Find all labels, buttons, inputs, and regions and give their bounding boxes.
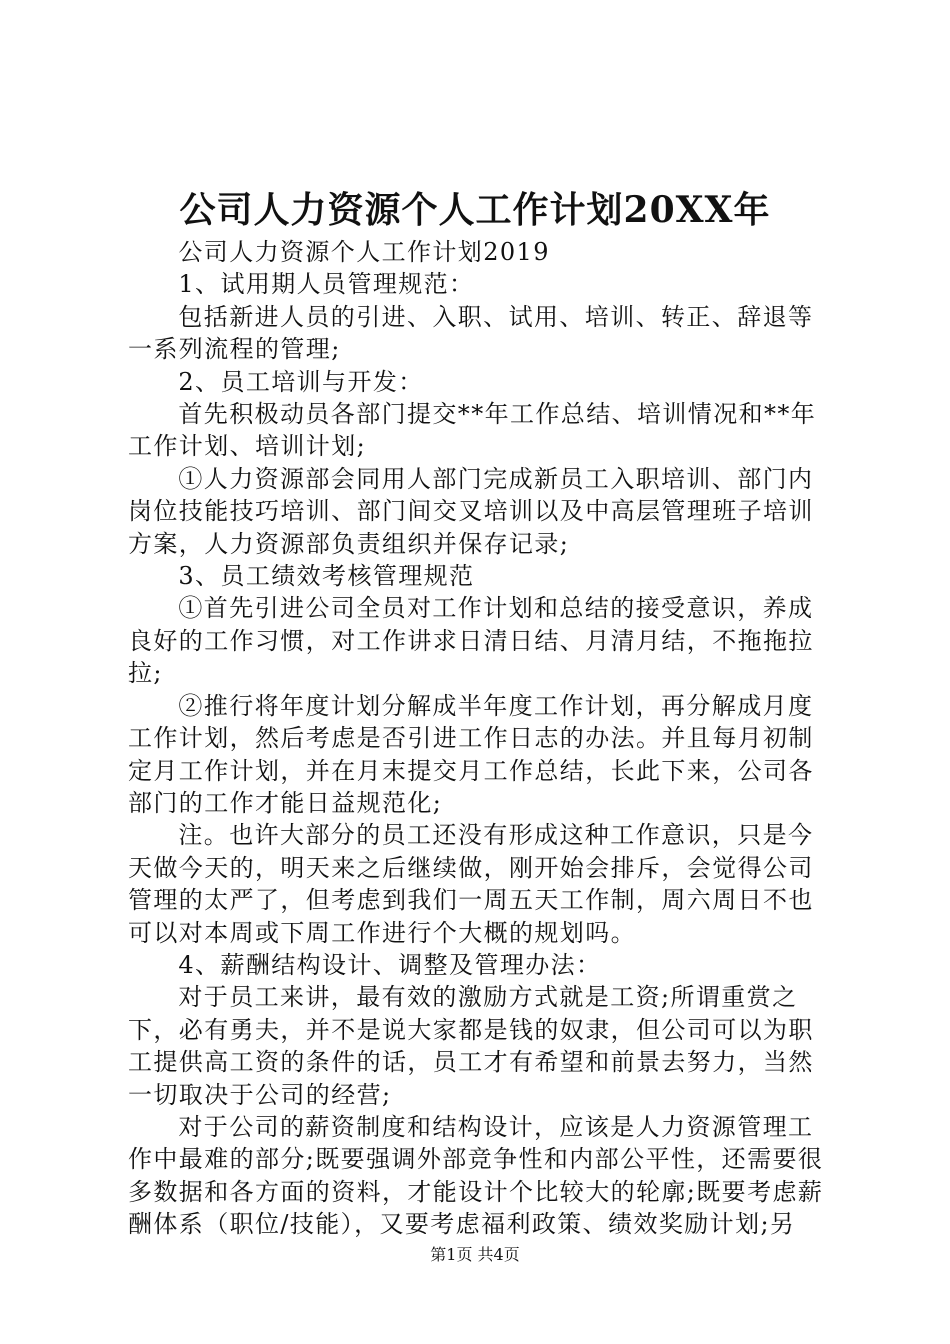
paragraph: 3、员工绩效考核管理规范 xyxy=(178,562,475,591)
paragraph: ①首先引进公司全员对工作计划和总结的接受意识，养成良好的工作习惯，对工作讲求日清日结、月清月结，不拖拖拉拉; xyxy=(128,594,814,688)
paragraph: 首先积极动员各部门提交**年工作总结、培训情况和**年工作计划、培训计划; xyxy=(128,400,817,461)
paragraph: ②推行将年度计划分解成半年度工作计划，再分解成月度工作计划，然后考虑是否引进工作日志的办法。并且每月初制定月工作计划，并在月末提交月工作总结，长此下来，公司各部门的工作才能日益规范化; xyxy=(128,691,814,817)
paragraph: 注。也许大部分的员工还没有形成这种工作意识，只是今天做今天的，明天来之后继续做，刚开始会排斥，会觉得公司管理的太严了，但考虑到我们一周五天工作制，周六周日不也可以对本周或下周工作进行个大概的规划吗。 xyxy=(128,821,814,947)
paragraph: 对于员工来讲，最有效的激励方式就是工资;所谓重赏之下，必有勇夫，并不是说大家都是钱的奴隶，但公司可以为职工提供高工资的条件的话，员工才有希望和前景去努力，当然一切取决于公司的经营; xyxy=(128,983,814,1109)
page-number: 第1页 共4页 xyxy=(430,1245,520,1264)
paragraph: 4、薪酬结构设计、调整及管理办法： xyxy=(178,950,602,979)
paragraph: 1、试用期人员管理规范： xyxy=(178,270,475,299)
paragraph: 2、员工培训与开发： xyxy=(178,367,424,396)
document-body xyxy=(128,236,828,1241)
paragraph: 公司人力资源个人工作计划2019 xyxy=(178,238,550,266)
paragraph: 对于公司的薪资制度和结构设计，应该是人力资源管理工作中最难的部分;既要强调外部竞争性和内部公平性，还需要很多数据和各方面的资料，才能设计个比较大的轮廓;既要考虑薪酬体系（职位/技能），又要考虑福利政策、绩效奖励计划;另 xyxy=(128,1112,824,1239)
paragraph: ①人力资源部会同用人部门完成新员工入职培训、部门内岗位技能技巧培训、部门间交叉培训以及中高层管理班子培训方案，人力资源部负责组织并保存记录; xyxy=(128,464,814,558)
paragraph: 包括新进人员的引进、入职、试用、培训、转正、辞退等一系列流程的管理; xyxy=(128,302,814,364)
document-title: 公司人力资源个人工作计划20XX年 xyxy=(179,189,771,231)
